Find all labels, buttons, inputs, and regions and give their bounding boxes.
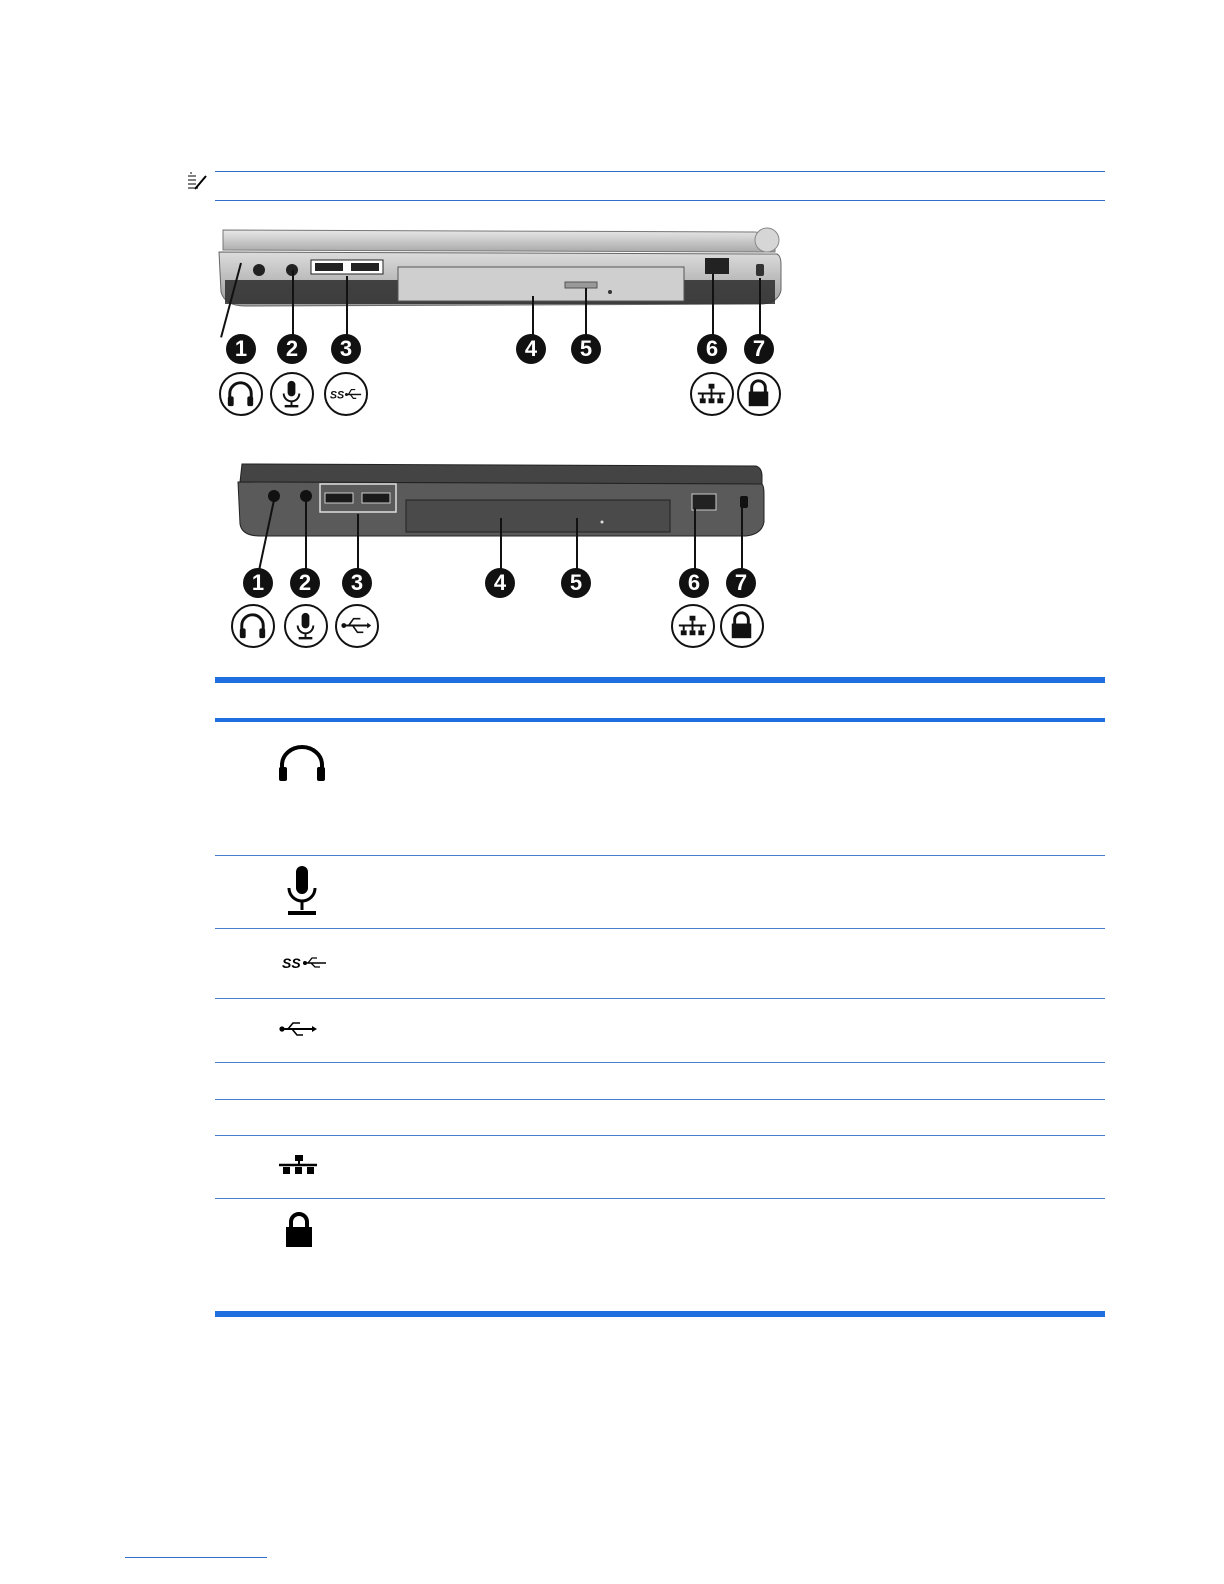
callout-6: 6	[697, 334, 727, 364]
table-row-divider	[215, 1135, 1105, 1136]
svg-text:SS: SS	[282, 955, 301, 971]
leader-5-bottom	[576, 518, 578, 574]
note-rule-bottom	[215, 200, 1105, 201]
callout-7: 7	[744, 334, 774, 364]
headphone-icon	[219, 372, 263, 416]
table-row-divider	[215, 928, 1105, 929]
headphone-icon	[276, 745, 328, 785]
lock-icon	[284, 1212, 314, 1248]
usb-icon	[279, 1020, 319, 1038]
usb-superspeed-icon	[324, 372, 368, 416]
usb-superspeed-icon	[282, 954, 328, 972]
leader-4-bottom	[500, 518, 502, 574]
usb-icon	[335, 604, 379, 648]
table-bottom-rule	[215, 1311, 1105, 1317]
laptop-right-side-image-silver	[215, 222, 795, 322]
microphone-icon	[270, 372, 314, 416]
svg-text:SS: SS	[329, 389, 345, 402]
leader-6-bottom	[694, 508, 696, 574]
network-icon	[279, 1155, 319, 1175]
callout-5: 5	[561, 568, 591, 598]
lock-icon	[720, 604, 764, 648]
footer-rule	[125, 1557, 267, 1558]
note-pencil-icon	[186, 172, 208, 192]
callout-3: 3	[331, 334, 361, 364]
leader-7-top	[759, 278, 761, 338]
microphone-icon	[284, 604, 328, 648]
callout-7: 7	[726, 568, 756, 598]
leader-4-top	[532, 296, 534, 338]
note-rule-top	[215, 171, 1105, 172]
callout-4: 4	[485, 568, 515, 598]
table-top-rule	[215, 677, 1105, 683]
callout-3: 3	[342, 568, 372, 598]
leader-2-top	[292, 270, 294, 338]
table-row-divider	[215, 998, 1105, 999]
leader-3-top	[346, 276, 348, 338]
network-icon	[690, 372, 734, 416]
leader-3-bottom	[357, 514, 359, 574]
microphone-icon	[285, 866, 319, 918]
table-row-divider	[215, 1099, 1105, 1100]
table-header-rule	[215, 718, 1105, 722]
table-row-divider	[215, 1198, 1105, 1199]
callout-1: 1	[226, 334, 256, 364]
leader-7-bottom	[741, 508, 743, 574]
leader-5-top	[585, 288, 587, 338]
table-row-divider	[215, 1062, 1105, 1063]
leader-6-top	[712, 274, 714, 338]
callout-1: 1	[243, 568, 273, 598]
callout-5: 5	[571, 334, 601, 364]
lock-icon	[737, 372, 781, 416]
network-icon	[671, 604, 715, 648]
callout-4: 4	[516, 334, 546, 364]
headphone-icon	[231, 604, 275, 648]
callout-2: 2	[290, 568, 320, 598]
callout-6: 6	[679, 568, 709, 598]
table-row-divider	[215, 855, 1105, 856]
leader-2-bottom	[305, 500, 307, 575]
callout-2: 2	[277, 334, 307, 364]
